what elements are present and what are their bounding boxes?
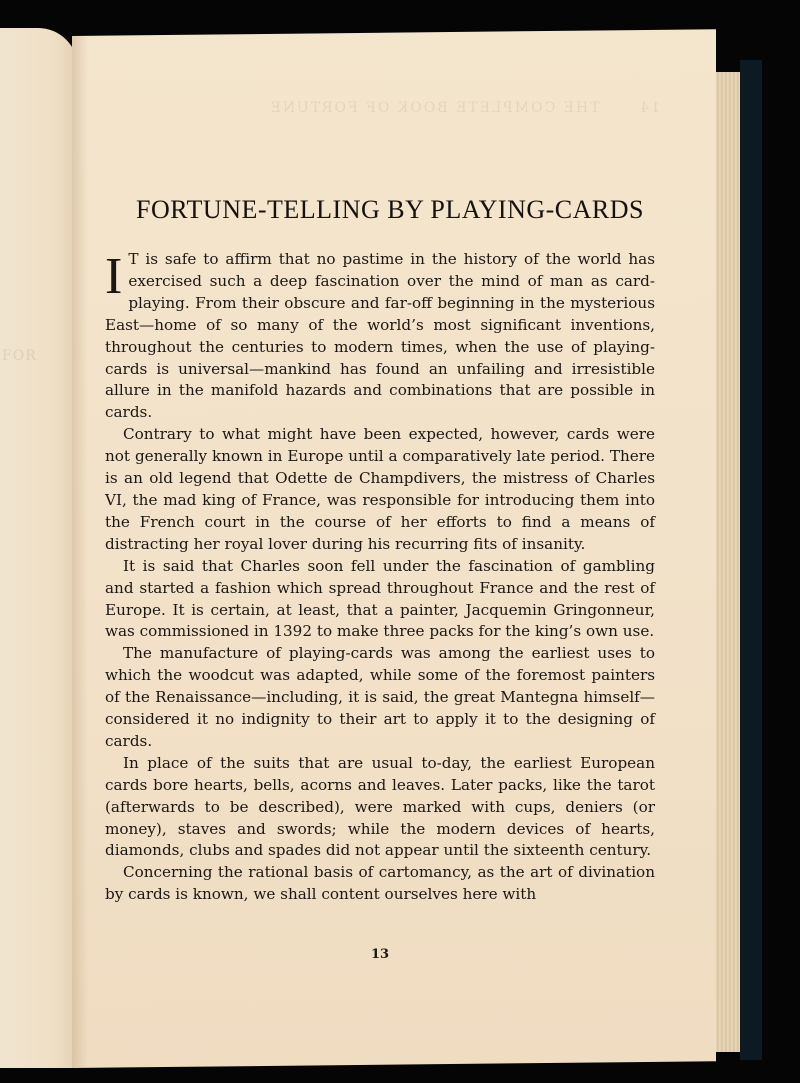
- paragraph-4: The manufacture of playing-cards was among the earliest uses to which the woodcut was adapted, while some of the foremost painters of the Renaissance—including, it is said, the great Mantegna himself—considered it no indignity to their art to apply it to the designing of cards.: [105, 644, 655, 750]
- page-content: [105, 195, 655, 962]
- showthrough-page-number: 14: [638, 100, 660, 116]
- showthrough-title: THE COMPLETE BOOK OF FORTUNE: [268, 100, 600, 116]
- paragraph-2: Contrary to what might have been expected, however, cards were not generally known in Europe until a comparatively late period. There is an old legend that Odette de Champdivers, the mistress of Charles VI, the mad king of France, was responsible for introducing them into the French court in the course of her efforts to find a means of distracting her royal lover during his recurring fits of insanity.: [105, 425, 655, 553]
- paragraph-1: [105, 249, 655, 424]
- page-block-edges: [712, 72, 740, 1052]
- chapter-title: FORTUNE-TELLING BY PLAYING-CARDS: [136, 195, 644, 224]
- page-number: 13: [370, 947, 390, 962]
- paragraph-5: In place of the suits that are usual to-day, the earliest European cards bore hearts, bells, acorns and leaves. Later packs, like the tarot (afterwards to be described), were marked with cups, deniers (or money), staves and swords; while the modern devices of hearts, diamonds, clubs and spades did not appear until the sixteenth century.: [105, 753, 655, 860]
- left-page: [0, 28, 78, 1068]
- left-page-showthrough: FOR: [2, 348, 37, 364]
- running-head-showthrough: [120, 100, 660, 116]
- paragraph-6: Concerning the rational basis of cartomancy, as the art of divination by cards is known, we shall content ourselves here with: [105, 863, 655, 904]
- book-cover-edge: [740, 60, 762, 1060]
- gutter-shadow: [72, 36, 88, 1068]
- paragraph-1-text: T is safe to affirm that no pastime in the history of the world has exercised such a deep fascination over the mind of man as card-playing. From their obscure and far-off beginning in the mysterious East—home of so many of the world’s most significant inventions, throughout the centuries to modern times, when the use of playing-cards is universal—mankind has found an unfailing and irresistible allure in the manifold hazards and combinations that are possible in cards.: [105, 250, 655, 422]
- paragraph-3: It is said that Charles soon fell under the fascination of gambling and started a fashion which spread throughout France and the rest of Europe. It is certain, at least, that a painter, Jacquemin Gringonneur, was commissioned in 1392 to make three packs for the king’s own use.: [105, 556, 655, 641]
- drop-cap: I: [105, 248, 123, 305]
